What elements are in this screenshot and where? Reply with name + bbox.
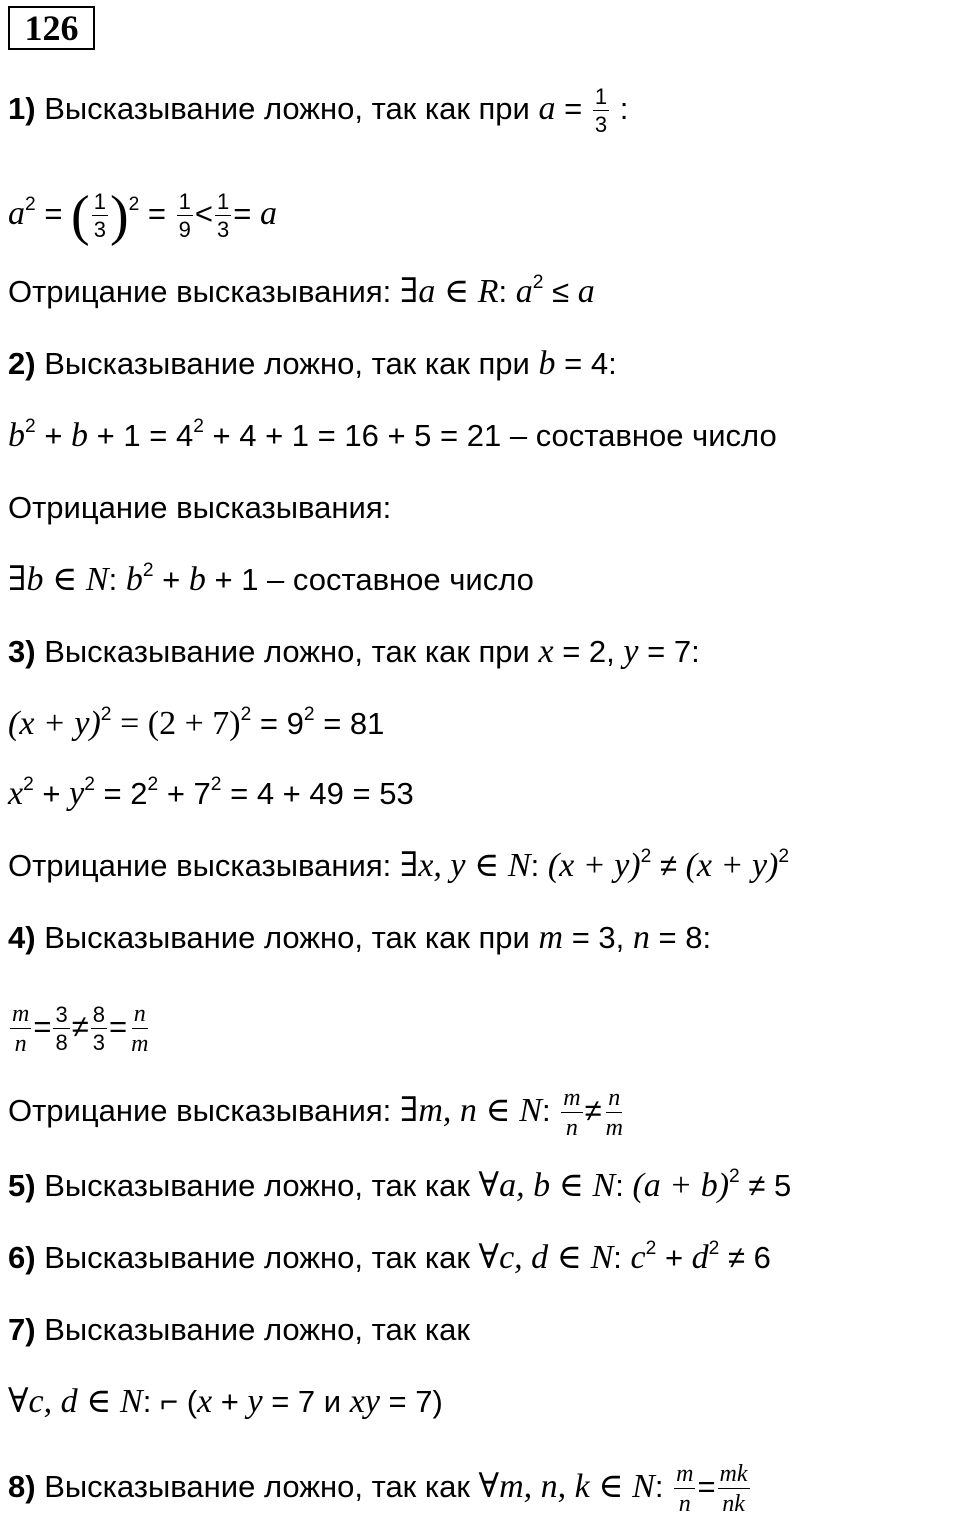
math-op: : [619, 91, 629, 127]
fraction: $\frac{m}{n}$ [563, 1085, 581, 1141]
item-1-negation: Отрицание высказывания: ∃a ∈ R: $a^2 \le a$ [8, 272, 595, 310]
math-var: a [538, 90, 556, 128]
item-5-line: 5) Высказывание ложно, так как ∀a, b ∈ N: $(a + b)^2 \ne 5$ [8, 1166, 792, 1204]
item-3-calc-2: $x^2 + y^2 = 2^2 + 7^2 = 4 + 49 = 53$ [8, 774, 414, 812]
item-4-negation: Отрицание высказывания: ∃m, n ∈ N: $\frac{m}{n}$ ≠ $\frac{n}{m}$ [8, 1085, 623, 1141]
fraction: $\frac{3}{8}$ [55, 1002, 68, 1055]
fraction: $\frac{8}{3}$ [92, 1002, 105, 1055]
fraction: $\frac{n}{m}$ [131, 1001, 149, 1057]
item-3-line: 3) Высказывание ложно, так как при x = 2, y = 7: [8, 633, 700, 670]
fraction: $\frac{m}{n}$ [676, 1461, 694, 1517]
problem-number: 126 [8, 6, 95, 50]
item-3-negation: Отрицание высказывания: ∃x, y ∈ N: $(x + y)^2 \ne (x + y)^2$ [8, 846, 790, 884]
fraction: $\frac{n}{m}$ [605, 1085, 623, 1141]
item-1-calc: $a^2$ = ( $\frac{1}{3}$ )$^2$ = $\frac{1}{9}$ < $\frac{1}{3}$ = a [8, 185, 277, 247]
fraction: $\frac{1}{3}$ [93, 189, 106, 242]
fraction: $\frac{1}{3}$ [594, 84, 608, 137]
fraction: $\frac{m}{n}$ [12, 1001, 30, 1057]
fraction: $\frac{1}{9}$ [178, 189, 191, 242]
item-2-line: 2) Высказывание ложно, так как при b = 4: [8, 345, 617, 382]
item-label: 1) [8, 91, 36, 127]
item-3-calc-1: $(x + y)^2 = (2 + 7)^2 = 9^2 = 81$ [8, 704, 385, 742]
item-4-line: 4) Высказывание ложно, так как при m = 3, n = 8: [8, 919, 712, 956]
item-2-negation-expr: ∃b ∈ N: $b^2 + b + 1$ – составное число [8, 560, 534, 598]
item-2-negation: Отрицание высказывания: [8, 490, 392, 525]
item-7-expr: ∀c, d ∈ N: ⌐ (x + y = 7 и xy = 7) [8, 1383, 443, 1420]
item-2-calc: $b^2 + b + 1 = 4^2 + 4 + 1 = 16 + 5 = 21$ – составное число [8, 416, 777, 454]
item-4-calc: $\frac{m}{n}$ = $\frac{3}{8}$ ≠ $\frac{8}{3}$ = $\frac{n}{m}$ [12, 1001, 149, 1057]
item-6-line: 6) Высказывание ложно, так как ∀c, d ∈ N: $c^2 + d^2 \ne 6$ [8, 1238, 771, 1276]
math-op: = [564, 91, 583, 127]
item-1-line [8, 86, 628, 136]
fraction: $\frac{mk}{nk}$ [719, 1461, 748, 1517]
item-8-line: 8) Высказывание ложно, так как ∀m, n, k ∈ N: $\frac{m}{n}$ = $\frac{mk}{nk}$ [8, 1461, 748, 1517]
item-7-line: 7) Высказывание ложно, так как [8, 1312, 470, 1347]
item-text: Высказывание ложно, так как при [44, 91, 530, 127]
fraction: $\frac{1}{3}$ [217, 189, 230, 242]
